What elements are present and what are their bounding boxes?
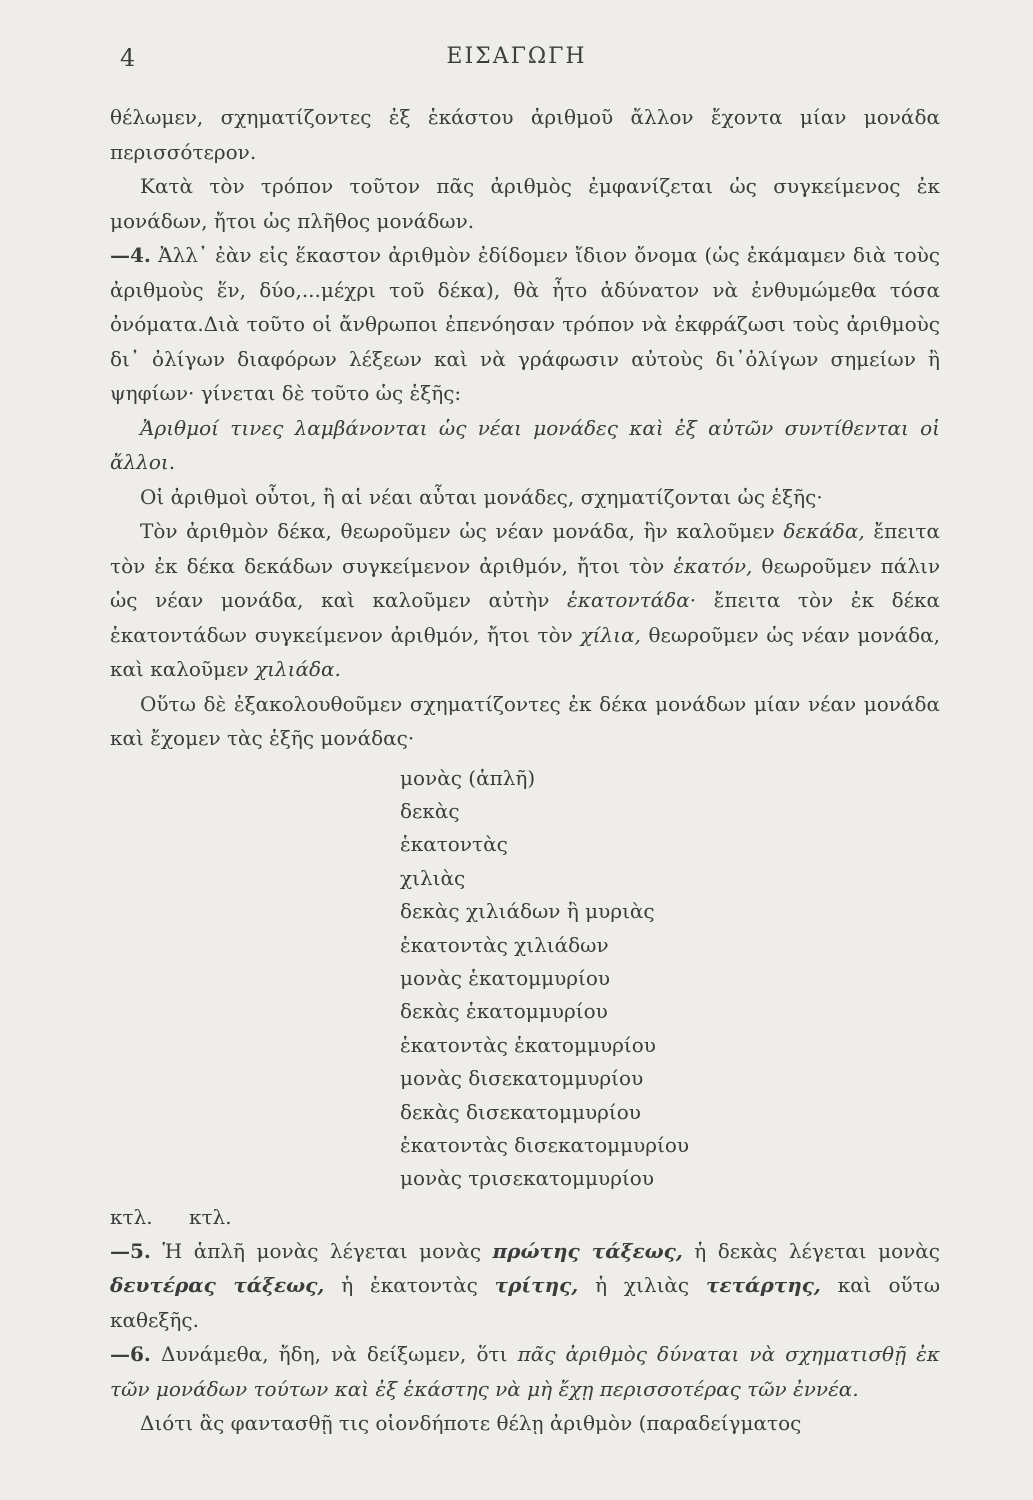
section-number: —5. — [110, 1238, 151, 1263]
list-item: δεκὰς ἑκατομμυρίου — [400, 999, 608, 1024]
list-item: δεκὰς δισεκατομμυρίου — [400, 1099, 641, 1124]
term-italic: τετάρτης, — [705, 1273, 821, 1298]
paragraph: Κατὰ τὸν τρόπον τοῦτον πᾶς ἀριθμὸς ἐμφανίζεται ὡς συγκείμενος ἐκ μονάδων, ἤτοι ὡς πλῆθος μονάδων. — [110, 174, 940, 233]
paragraph: Οὕτω δὲ ἐξακολουθοῦμεν σχηματίζοντες ἐκ δέκα μονάδων μίαν νέαν μονάδα καὶ ἔχομεν τὰς ἑξῆς μονάδας· — [110, 691, 940, 750]
text-run: θεωροῦμεν πάλιν ὡς νέαν μονάδα, καὶ καλοῦμεν αὐτὴν — [110, 553, 940, 612]
paragraph-units-definition — [110, 514, 940, 687]
text-run: ἡ χιλιὰς — [578, 1273, 706, 1298]
text-run: Ἡ ἁπλῆ μονὰς λέγεται μονὰς — [162, 1238, 493, 1263]
term-italic: τρίτης, — [494, 1273, 579, 1298]
term-italic: ἑκατοντάδα· — [566, 588, 697, 612]
term-italic: πᾶς ἀριθμὸς δύναται νὰ σχηματισθῇ ἐκ τῶν μονάδων τούτων καὶ ἐξ ἑκάστης νὰ μὴ ἔχῃ περισσοτέρας τῶν ἐννέα. — [110, 1342, 941, 1401]
rule-statement: Ἀριθμοί τινες λαμβάνονται ὡς νέαι μονάδες καὶ ἐξ αὐτῶν συντίθενται οἱ ἄλλοι. — [110, 415, 940, 474]
paragraph: Οἱ ἀριθμοὶ οὗτοι, ἢ αἱ νέαι αὗται μονάδες, σχηματίζονται ὡς ἑξῆς· — [140, 484, 823, 509]
list-item: μονὰς τρισεκατομμυρίου — [400, 1166, 655, 1191]
list-item: μονὰς ἑκατομμυρίου — [400, 965, 611, 990]
list-item: μονὰς (ἁπλῆ) — [400, 765, 536, 790]
list-item: ἑκατοντὰς δισεκατομμυρίου — [400, 1132, 690, 1157]
text-run: Τὸν ἀριθμὸν δέκα, θεωροῦμεν ὡς νέαν μονάδα, ἣν καλοῦμεν — [140, 519, 784, 543]
term-italic: χίλια, — [580, 622, 641, 647]
units-list — [400, 762, 940, 1196]
paragraph-continuation: θέλωμεν, σχηματίζοντες ἐξ ἑκάστου ἀριθμοῦ ἄλλον ἔχοντα μίαν μονάδα περισσότερον. — [110, 105, 940, 164]
section-4 — [110, 238, 940, 411]
text-run: ἔπειτα τὸν ἐκ δέκα ἑκατοντάδων συγκείμενον ἀριθμόν, ἤτοι τὸν — [110, 588, 941, 647]
term-italic: δεκάδα, — [783, 519, 865, 543]
list-item: δεκὰς — [400, 798, 460, 823]
section-number: —4. — [110, 243, 151, 267]
term-italic: ἑκατόν, — [673, 553, 753, 578]
paragraph: Διότι ἂς φαντασθῇ τις οἱονδήποτε θέλῃ ἀριθμὸν (παραδείγματος — [140, 1411, 802, 1436]
list-item: δεκὰς χιλιάδων ἢ μυριὰς — [400, 899, 655, 924]
text-run: ἡ δεκὰς λέγεται μονὰς — [682, 1238, 940, 1263]
page-header — [0, 44, 1033, 76]
section-text: Ἀλλ᾽ ἐὰν εἰς ἕκαστον ἀριθμὸν ἐδίδομεν ἴδιον ὄνομα (ὡς ἐκάμαμεν διὰ τοὺς ἀριθμοὺς ἕν, δύο,...μέχρι τοῦ δέκα), θὰ ἦτο ἀδύνατον νὰ ἐνθυμώμεθα τόσα ὀνόματα.Διὰ τοῦτο οἱ ἄνθρωποι ἐπενόησαν τρόπον νὰ ἐκφράζωσι τοὺς ἀριθμοὺς δι᾽ ὀλίγων διαφόρων λέξεων καὶ νὰ γράφωσιν αὐτοὺς δι᾽ὀλίγων σημείων ἢ ψηφίων· γίνεται δὲ τοῦτο ὡς ἑξῆς: — [110, 243, 940, 405]
text-run: ἔπειτα τὸν ἐκ δέκα δεκάδων συγκείμενον ἀριθμόν, ἤτοι τὸν — [110, 519, 941, 578]
text-run: Δυνάμεθα, ἤδη, νὰ δείξωμεν, ὅτι — [161, 1342, 518, 1367]
term-italic: χιλιάδα. — [254, 657, 341, 681]
etc-line — [110, 1200, 940, 1234]
page-number: 4 — [120, 44, 136, 72]
running-title: ΕΙΣΑΓΩΓΗ — [446, 44, 587, 69]
list-item: ἑκατοντὰς — [400, 832, 508, 857]
text-run: ἡ ἑκατοντὰς — [324, 1273, 495, 1298]
text-run: καὶ οὕτω καθεξῆς. — [110, 1273, 941, 1332]
term-italic: πρώτης τάξεως, — [492, 1238, 683, 1263]
term-italic: δευτέρας τάξεως, — [110, 1273, 325, 1298]
list-item: μονὰς δισεκατομμυρίου — [400, 1066, 644, 1091]
section-5 — [110, 1234, 940, 1338]
list-item: χιλιὰς — [400, 865, 466, 890]
list-item: ἑκατοντὰς χιλιάδων — [400, 932, 609, 957]
section-6 — [110, 1337, 940, 1406]
etc-text: κτλ. — [188, 1204, 232, 1229]
list-item: ἑκατοντὰς ἑκατομμυρίου — [400, 1032, 656, 1057]
text-run: θεωροῦμεν ὡς νέαν μονάδα, καὶ καλοῦμεν — [110, 622, 940, 681]
body-text — [110, 100, 940, 1441]
section-number: —6. — [110, 1342, 151, 1367]
etc-text: κτλ. — [110, 1204, 153, 1229]
